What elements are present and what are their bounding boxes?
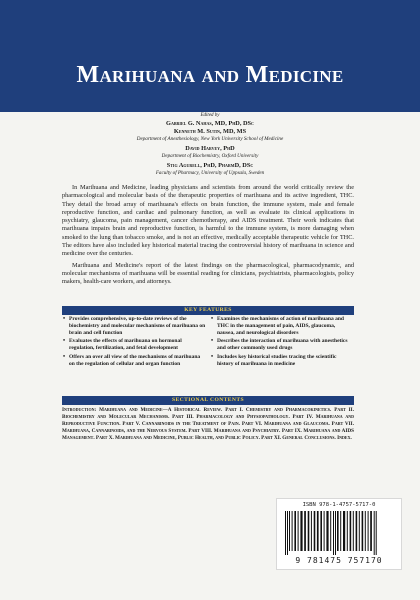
key-feature-item: • Describes the interaction of marihuana with anesthetics and other commonly used drugs xyxy=(217,338,354,352)
key-features-list xyxy=(62,316,354,382)
title-band xyxy=(0,0,420,112)
editor-block xyxy=(0,162,420,176)
description-paragraph: Marihuana and Medicine's report of the latest findings on the pharmacological, pharmacodynamic, and molecular mechanisms of marihuana will be essential reading for clinicians, psychiatrists, pharmacologists, policy makers, health-care workers, and attorneys. xyxy=(62,261,354,286)
key-feature-item: • Includes key historical studies tracing the scientific history of marihuana in medicine xyxy=(217,354,354,368)
key-feature-item: • Evaluates the effects of marihuana on hormonal regulation, fertilization, and fetal development xyxy=(69,338,206,352)
edited-by-label: Edited by xyxy=(200,113,220,118)
book-title: Marihuana and Medicine xyxy=(76,62,344,88)
key-feature-item: • Provides comprehensive, up-to-date reviews of the biochemistry and molecular mechanisms of marihuana on brain and cell function xyxy=(69,316,206,337)
editor-block xyxy=(0,128,420,142)
editor-name: Stig Agurell, PhD, PharmD, DSc xyxy=(166,162,254,170)
key-feature-item: • Offers an over all view of the mechanisms of marihuana on the regulation of cellular and organ function xyxy=(69,354,206,368)
key-features-heading: KEY FEATURES xyxy=(62,306,354,315)
editor-block xyxy=(0,120,420,128)
editor-affiliation: Department of Anesthesiology, New York University School of Medicine xyxy=(136,135,284,142)
isbn-barcode xyxy=(276,498,402,570)
editor-block xyxy=(0,145,420,159)
isbn-label: ISBN 978-1-4757-5717-0 xyxy=(302,502,376,508)
editors-list xyxy=(0,120,420,180)
sectional-contents-text: Introduction: Marihuana and Medicine—A Historical Review. Part I. Chemistry and Pharmacokinetics. Part II. Biochemistry and Molecular Mechanisms. Part III. Pharmacology and Physiopathology. Part IV. Marihuana and Reproductive Function. Part V. Cannabinoids in the Treatment of Pain. Part VI. Marihuana and Glaucoma. Part VII. Marihuana, Cannabinoids, and the Nervous System. Part VIII. Marihuana and Psychiatry. Part IX. Marihuana and AIDS Management. Part X. Marihuana and Medicine, Public Health, and Public Policy. Part XI. General Conclusions. Index. xyxy=(62,407,354,442)
book-description xyxy=(62,184,354,290)
key-features-right-column xyxy=(210,316,354,382)
editor-name: David Harvey, PhD xyxy=(185,145,235,153)
description-paragraph: In Marihuana and Medicine, leading physicians and scientists from around the world critically review the pharmacological and molecular basis of the therapeutic properties of marihuana and its active ingredient, THC. They detail the broad array of marihuana's effects on brain function, the immune system, male and female reproductive function, and cardiac and pulmonary function, as well as evaluate its clinical applications in psychiatry, glaucoma, pain management, cancer chemotherapy, and AIDS treatment. Their work indicates that marihuana impairs brain and reproductive function, is harmful to the immune system, is more damaging when smoked to the lung than tobacco smoke, and is not an effective, medically acceptable therapeutic vehicle for THC. The editors have also included key historical material tracing the controversial history of marihuana in science and medicine over the centuries. xyxy=(62,184,354,258)
editor-name: Kenneth M. Sutin, MD, MS xyxy=(173,127,247,135)
barcode-bars-icon xyxy=(283,511,395,555)
editor-name: Gabriel G. Nahas, MD, PhD, DSc xyxy=(166,120,254,127)
editor-affiliation: Department of Biochemistry, Oxford University xyxy=(161,152,259,159)
key-features-left-column xyxy=(62,316,206,382)
sectional-contents-heading: SECTIONAL CONTENTS xyxy=(62,396,354,405)
isbn-digits: 9 781475 757170 xyxy=(295,556,383,565)
editor-affiliation: Faculty of Pharmacy, University of Uppsala, Sweden xyxy=(155,170,265,177)
key-feature-item: • Examines the mechanisms of action of marihuana and THC in the management of pain, AIDS, glaucoma, nausea, and neurological disorders xyxy=(217,316,354,337)
